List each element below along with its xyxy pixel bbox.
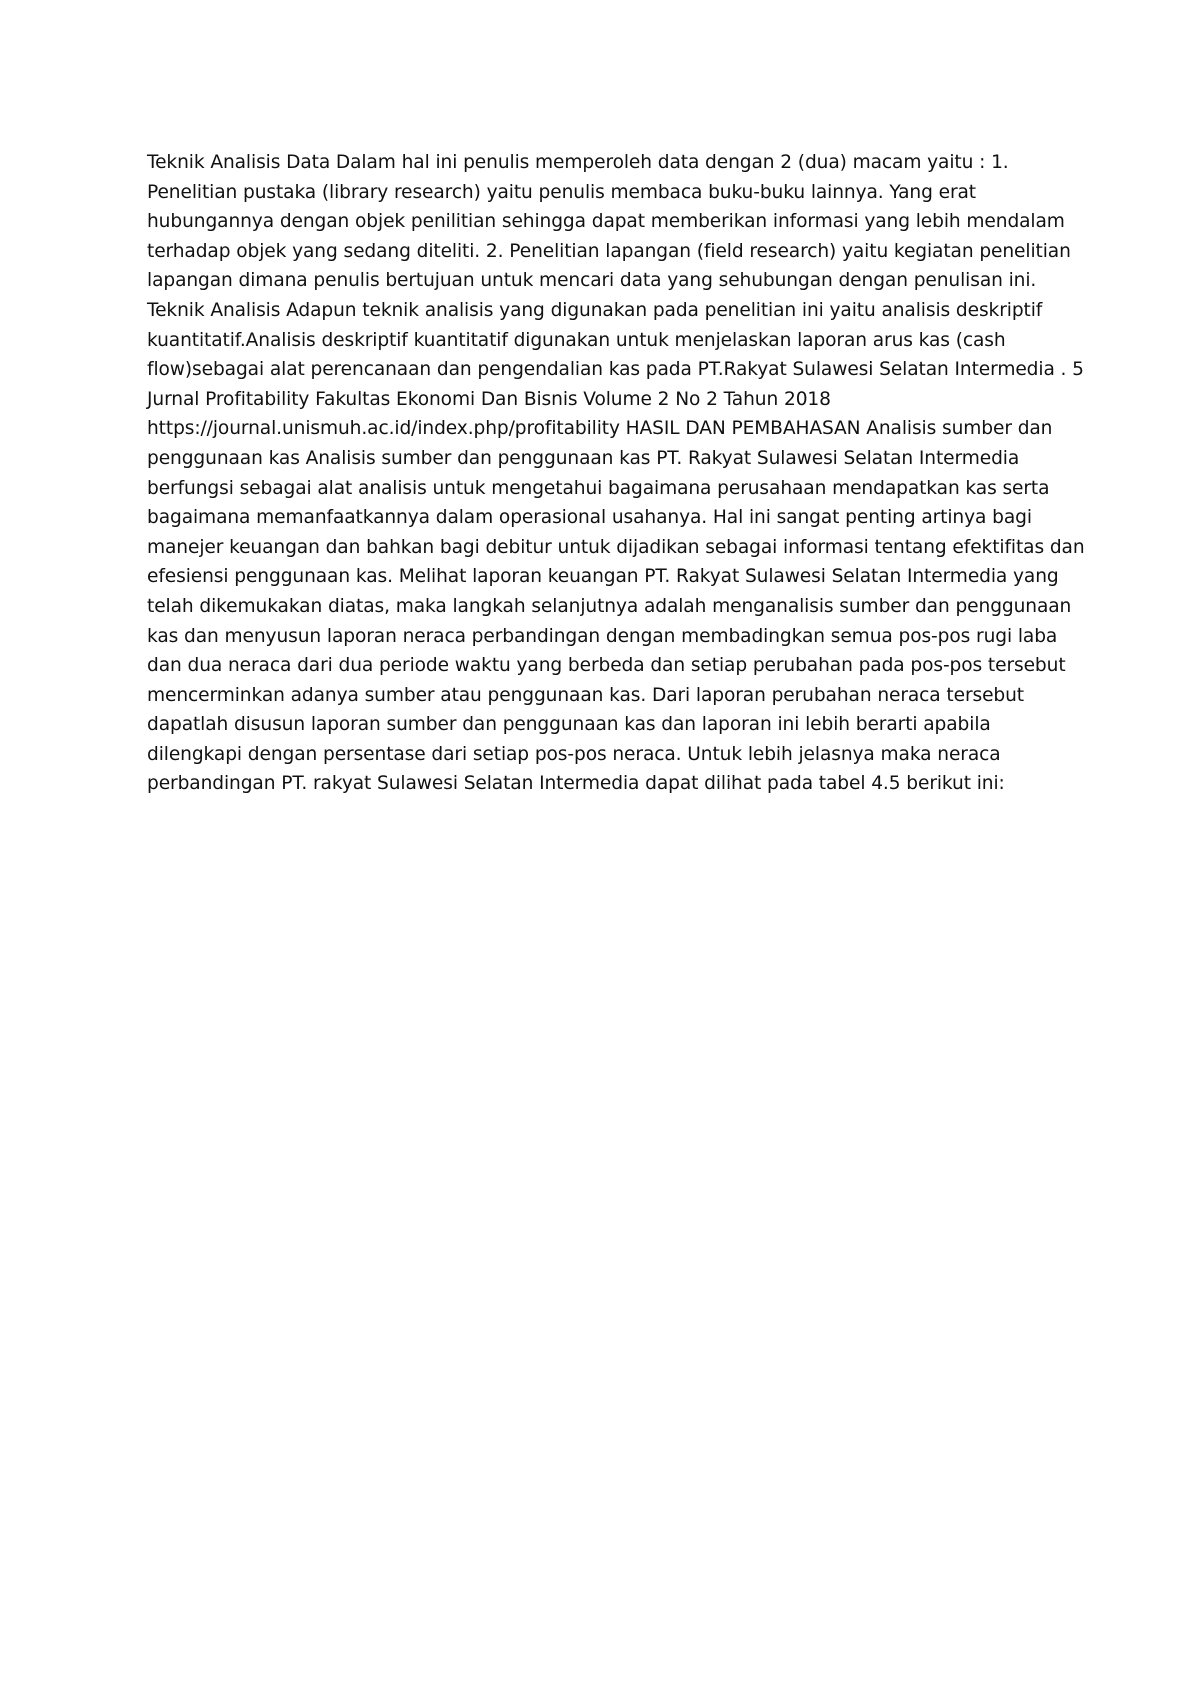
body-paragraph — [147, 148, 1085, 799]
text-line: dapatlah disusun laporan sumber dan penggunaan kas dan laporan ini lebih berarti apabila — [147, 714, 991, 736]
text-line: kas dan menyusun laporan neraca perbandingan dengan membadingkan semua pos-pos rugi laba — [147, 625, 1058, 647]
text-line: efesiensi penggunaan kas. Melihat laporan keuangan PT. Rakyat Sulawesi Selatan Intermedia yang — [147, 566, 1059, 588]
text-line: manejer keuangan dan bahkan bagi debitur untuk dijadikan sebagai informasi tentang efektifitas dan — [147, 536, 1085, 558]
text-line: dan dua neraca dari dua periode waktu yang berbeda dan setiap perubahan pada pos-pos tersebut — [147, 655, 1066, 677]
text-line: lapangan dimana penulis bertujuan untuk mencari data yang sehubungan dengan penulisan ini. — [147, 270, 1037, 292]
text-line: dilengkapi dengan persentase dari setiap pos-pos neraca. Untuk lebih jelasnya maka neraca — [147, 743, 1001, 765]
text-line: kuantitatif.Analisis deskriptif kuantitatif digunakan untuk menjelaskan laporan arus kas (cash — [147, 329, 1006, 351]
text-line: terhadap objek yang sedang diteliti. 2. Penelitian lapangan (field research) yaitu kegiatan penelitian — [147, 240, 1071, 262]
text-line: telah dikemukakan diatas, maka langkah selanjutnya adalah menganalisis sumber dan penggunaan — [147, 595, 1072, 617]
text-line: mencerminkan adanya sumber atau penggunaan kas. Dari laporan perubahan neraca tersebut — [147, 684, 1024, 706]
text-line: hubungannya dengan objek penilitian sehingga dapat memberikan informasi yang lebih mendalam — [147, 211, 1065, 233]
text-line: Teknik Analisis Adapun teknik analisis yang digunakan pada penelitian ini yaitu analisis deskriptif — [147, 299, 1043, 321]
text-line: Penelitian pustaka (library research) yaitu penulis membaca buku-buku lainnya. Yang erat — [147, 181, 976, 203]
text-line: penggunaan kas Analisis sumber dan penggunaan kas PT. Rakyat Sulawesi Selatan Intermedia — [147, 447, 1020, 469]
text-line: flow)sebagai alat perencanaan dan pengendalian kas pada PT.Rakyat Sulawesi Selatan Intermedia . 5 — [147, 359, 1084, 381]
text-line: Teknik Analisis Data Dalam hal ini penulis memperoleh data dengan 2 (dua) macam yaitu : 1. — [147, 152, 1009, 173]
text-line: bagaimana memanfaatkannya dalam operasional usahanya. Hal ini sangat penting artinya bagi — [147, 507, 1032, 529]
text-line: berfungsi sebagai alat analisis untuk mengetahui bagaimana perusahaan mendapatkan kas serta — [147, 477, 1050, 499]
text-line: Jurnal Profitability Fakultas Ekonomi Dan Bisnis Volume 2 No 2 Tahun 2018 — [147, 388, 831, 410]
text-line: https://journal.unismuh.ac.id/index.php/profitability HASIL DAN PEMBAHASAN Analisis sumber dan — [147, 418, 1053, 440]
text-line: perbandingan PT. rakyat Sulawesi Selatan Intermedia dapat dilihat pada tabel 4.5 berikut ini: — [147, 773, 1005, 795]
